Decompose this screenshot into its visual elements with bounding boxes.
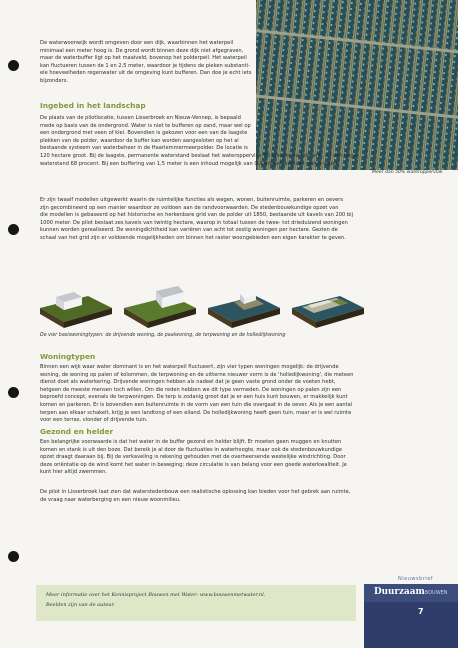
text-line: De pilot in Lisserbroek laat zien dat waterstedenbouw een realistische oplossing kan bieden voor het gebrek aan ruimte, <box>40 489 351 495</box>
mound-house-illustration <box>208 294 280 328</box>
text-line: hetgeen de meeste mensen toch willen. Om die reden hebben we dit type vermeden. De woningen op palen zijn een <box>40 386 342 393</box>
image-credit: Beelden zijn van de auteur. <box>46 602 115 608</box>
aerial-caption: Meer dan 50% wateroppervlak <box>372 170 443 175</box>
text-line: voor een terras, vlonder of drijvende tuin. <box>40 417 148 424</box>
text-line: Er zijn twaalf modellen uitgewerkt waarin de ruimtelijke functies als wegen, wonen, buitenruimte, parkeren en oevers <box>40 197 344 203</box>
info-link-text: Meer informatie over het Kennisproject Bouwen met Water: www.bouwenmetwater.nl. <box>46 592 266 598</box>
brand-name-suffix: BOUWEN <box>424 590 448 596</box>
text-line: waterstand 68 procent. Bij een buffering van 1,5 meter is een inhoud mogelijk van 0,9 miljoen kubieke meter water. <box>40 160 340 167</box>
text-line: bijzonders. <box>40 77 69 84</box>
section-heading-woningtypen: Woningtypen <box>40 352 96 361</box>
punch-hole <box>8 551 19 562</box>
text-line: beproefd concept, evenals de terpwoningen. De terp is zodanig groot dat je er een huis kunt bouwen, er makkelijk kunt <box>40 394 348 401</box>
section-heading-landschap: Ingebed in het landschap <box>40 101 146 110</box>
text-line: die modellen is gebaseerd op het historische en herkenbare grid van de polder uit 1850, bestaande uit kavels van 200 bij <box>40 212 354 219</box>
dike-house-illustration <box>292 296 364 328</box>
text-line: maar de waterbuffer ligt op het maaiveld, bovenop het polderpeil. Het waterpeil <box>40 55 247 62</box>
text-line: deze oriëntatie op de wind komt het water in beweging; deze circulatie is van belang voor een goede waterkwaliteit. Je <box>40 461 347 468</box>
section-heading-gezond: Gezond en helder <box>40 427 114 436</box>
brand-name <box>374 587 448 597</box>
text-line: plekken van de polder, waardoor de buffer kan worden aangesloten op het al <box>40 137 239 144</box>
punch-hole <box>8 60 19 71</box>
page-number: 7 <box>418 607 424 616</box>
house-types-illustration <box>36 278 376 338</box>
landschap-paragraph <box>40 115 360 168</box>
text-line: De waterwoonwijk wordt omgeven door een dijk, waarbinnen het waterpeil <box>40 40 234 46</box>
text-line: 1000 meter. De pilot beslaat zes kavels van twintig hectare, waarop in totaal tussen de twee- tot drieduizend woningen <box>40 219 348 226</box>
text-line: terpen aan elkaar schakelt, krijg je een landtong of een eiland. De holledijkwoning heeft geen tuin, maar er is wel ruimte <box>40 409 352 416</box>
conclusion-paragraph <box>40 489 370 504</box>
text-line: kunnen worden gerealiseerd. De woningdichtheid kan variëren van acht tot zestig woningen per hectare. Gezien de <box>40 227 338 234</box>
pile-house-illustration <box>124 286 196 328</box>
models-paragraph <box>40 197 360 243</box>
brand-name-main: Duurzaam <box>374 587 425 597</box>
text-line: bestaande systeem van waterbeheer in de Haarlemmermeerpolder. De locatie is <box>40 145 248 152</box>
text-line: 120 hectare groot. Bij de laagste, permanente waterstand beslaat het wateroppervlak 56 procent van de wijk, bij een hoge <box>40 152 357 159</box>
gezond-paragraph <box>40 439 370 477</box>
info-box <box>36 585 356 621</box>
text-line: kunt hier altijd zwemmen. <box>40 469 107 476</box>
intro-paragraph <box>40 40 252 86</box>
text-line: de vraag naar waterberging en een nieuw woonmilieu. <box>40 496 181 503</box>
text-line: woning, de woning op palen of kolommen, de terpwoning en de uitterne nieuwer vorm is de 'holledijkwoning', die meteen <box>40 371 354 378</box>
text-line: kan fluctueren tussen de 1 en 2,5 meter, waardoor je tijdens de pieken substanti- <box>40 62 250 69</box>
text-line: opzet draagt daaraan bij. Bij de verkaveling is rekening gehouden met de overheersende westelijke windrichting. Door <box>40 454 346 461</box>
house-types-caption: De vier basiswoningtypen: de drijvende woning, de paalwoning, de terpwoning en de hollediijkwoning <box>40 333 286 338</box>
text-line: zijn gecombineerd op een manier waardoor ze voldoen aan de randvoorwaarden. De stedenbouwkundige opzet van <box>40 204 339 211</box>
punch-hole <box>8 387 19 398</box>
text-line: komen en parkeren. Er is bovendien een buitenruimte in de vorm van een tuin die overgaat in de oever. Als je een aantal <box>40 401 353 408</box>
text-line: komen en stank is uit den boze. Dat bereik je al door de fluctuaties in waterhoogte, maar ook de stedenbouwkundige <box>40 446 343 453</box>
brand-bar <box>364 584 458 602</box>
text-line: Binnen een wijk waar water dominant is en het waterpeil fluctueert, zijn vier typen woningen mogelijk: de drijvende <box>40 364 339 370</box>
page-number-block <box>364 602 458 648</box>
text-line: Een belangrijke voorwaarde is dat het water in de buffer gezond en helder blijft. Er moeten geen muggen en knutten <box>40 439 342 445</box>
text-line: De plaats van de pilotlocatie, tussen Lisserbroek en Nieuw-Vennep, is bepaald <box>40 115 241 121</box>
floating-house-illustration <box>40 292 112 328</box>
punch-hole <box>8 224 19 235</box>
text-line: schaal van het grid zijn er voldoende mogelijkheden om binnen het raster woongebieden een eigen karakter te geven. <box>40 234 346 241</box>
text-line: dienst doet als waterkering. Drijvende woningen hebben als nadeel dat je geen vaste grond onder de voeten hebt, <box>40 379 336 386</box>
woningtypen-paragraph <box>40 364 370 425</box>
text-line: ele hoeveelheden regenwater uit de omgeving kunt bufferen. Dan doe je echt iets <box>40 70 252 77</box>
newsletter-label: Nieuwsbrief <box>398 576 434 582</box>
text-line: mede op basis van de ondergrond. Water is niet te bufferen op zand, maar wel op <box>40 122 251 129</box>
text-line: een ondergrond met veen of klei. Bovendien is gekozen voor een van de laagste <box>40 130 248 137</box>
text-line: minimaal een meter hoog is. De grond wordt binnen deze dijk niet afgegraven, <box>40 47 244 54</box>
